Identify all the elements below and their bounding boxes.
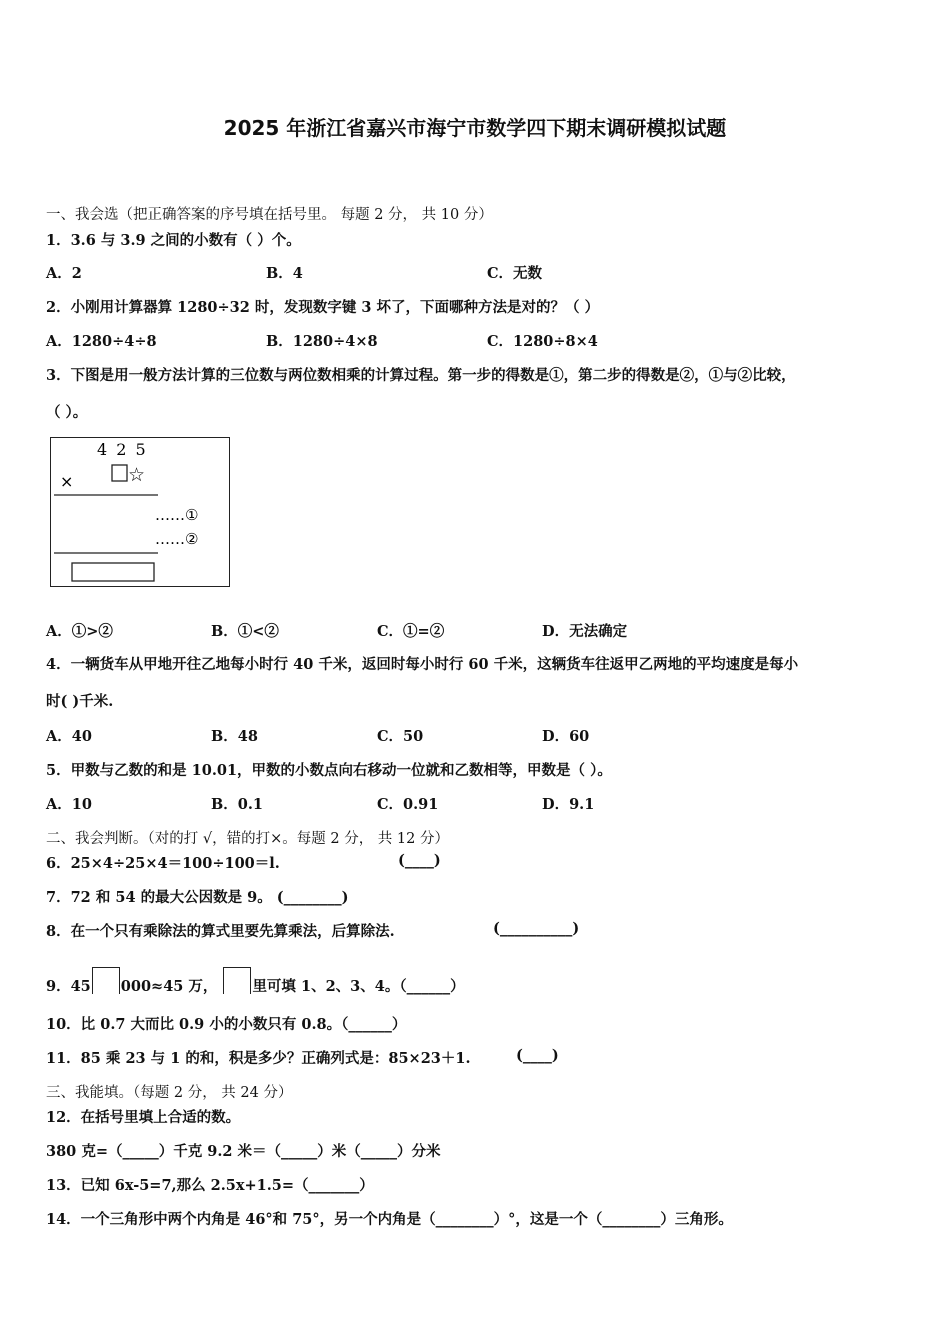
question-5: 5．甲数与乙数的和是 10.01，甲数的小数点向右移动一位就和乙数相等，甲数是（ ）。: [46, 762, 612, 779]
section-3-header: 三、我能填。（每题 2 分， 共 24 分）: [46, 1085, 293, 1101]
option-d: D．无法确定: [542, 623, 628, 640]
option-a: A．①>②: [46, 623, 113, 640]
option-a: A．2: [46, 265, 82, 282]
question-2: 2．小刚用计算器算 1280÷32 时，发现数字键 3 坏了，下面哪种方法是对的？（ ）: [46, 299, 600, 316]
figure-border: [51, 438, 230, 587]
section-2-header: 二、我会判断。（对的打 √，错的打×。每题 2 分， 共 12 分）: [46, 831, 449, 847]
option-b: B．1280÷4×8: [266, 333, 378, 350]
partial-product-2: ……②: [155, 530, 199, 548]
question-4-line-1: 4．一辆货车从甲地开往乙地每小时行 40 千米，返回时每小时行 60 千米，这辆货车往返甲乙两地的平均速度是每小: [46, 656, 799, 673]
digit-box: [92, 967, 120, 994]
option-a: A．40: [46, 728, 92, 745]
question-7: 7．72 和 54 的最大公因数是 9。 (________): [46, 889, 349, 906]
multiplication-figure: [50, 437, 230, 587]
question-9: [46, 967, 465, 996]
question-8: 8．在一个只有乘除法的算式里要先算乘法，后算除法.: [46, 923, 395, 940]
option-c: C．0.91: [377, 796, 439, 813]
section-1-header: 一、我会选（把正确答案的序号填在括号里。 每题 2 分， 共 10 分）: [46, 207, 493, 223]
times-sign: ×: [60, 472, 74, 491]
option-c: C．50: [377, 728, 424, 745]
question-6: 6．25×4÷25×4＝100÷100＝l.: [46, 855, 280, 872]
question-9-part-1: 9．45: [46, 978, 91, 995]
question-9-part-3: 里可填 1、2、3、4。（______）: [252, 978, 465, 995]
question-13: 13．已知 6x-5=7,那么 2.5x+1.5=（_______）: [46, 1177, 374, 1194]
square-placeholder: [112, 465, 127, 481]
option-a: A．1280÷4÷8: [46, 333, 157, 350]
page-title: 2025 年浙江省嘉兴市海宁市数学四下期末调研模拟试题: [223, 116, 727, 140]
option-b: B．0.1: [211, 796, 263, 813]
option-b: B．48: [211, 728, 258, 745]
question-10: 10．比 0.7 大而比 0.9 小的小数只有 0.8。（______）: [46, 1016, 407, 1033]
result-box: [72, 563, 154, 581]
question-8-blank: (__________): [493, 920, 580, 937]
question-3-line-2: （ ）。: [46, 404, 88, 421]
option-b: B．①<②: [211, 623, 279, 640]
question-3-line-1: 3．下图是用一般方法计算的三位数与两位数相乘的计算过程。第一步的得数是①，第二步的得数是②，①与②比较，: [46, 367, 796, 384]
option-b: B．4: [266, 265, 303, 282]
option-d: D．60: [542, 728, 590, 745]
option-c: C．无数: [487, 265, 543, 282]
partial-product-1: ……①: [155, 506, 199, 524]
option-a: A．10: [46, 796, 92, 813]
option-c: C．1280÷8×4: [487, 333, 598, 350]
multiplicand: 4 2 5: [97, 440, 148, 459]
question-14: 14．一个三角形中两个内角是 46°和 75°，另一个内角是（________）°，这是一个（________）三角形。: [46, 1211, 733, 1228]
option-c: C．①=②: [377, 623, 445, 640]
question-6-blank: (____): [398, 852, 441, 869]
question-12-line: 380 克=（_____）千克 9.2 米＝（_____）米（_____）分米: [46, 1143, 441, 1160]
option-d: D．9.1: [542, 796, 595, 813]
question-9-part-2: 000≈45 万，: [120, 978, 218, 995]
question-1: 1．3.6 与 3.9 之间的小数有（ ）个。: [46, 232, 301, 249]
question-11-blank: (____): [516, 1047, 559, 1064]
star-placeholder: ☆: [128, 464, 146, 486]
question-12: 12．在括号里填上合适的数。: [46, 1109, 241, 1126]
digit-box: [223, 967, 251, 994]
question-11: 11．85 乘 23 与 1 的和，积是多少？正确列式是：85×23＋1.: [46, 1050, 471, 1067]
question-4-line-2: 时( )千米.: [46, 693, 114, 710]
